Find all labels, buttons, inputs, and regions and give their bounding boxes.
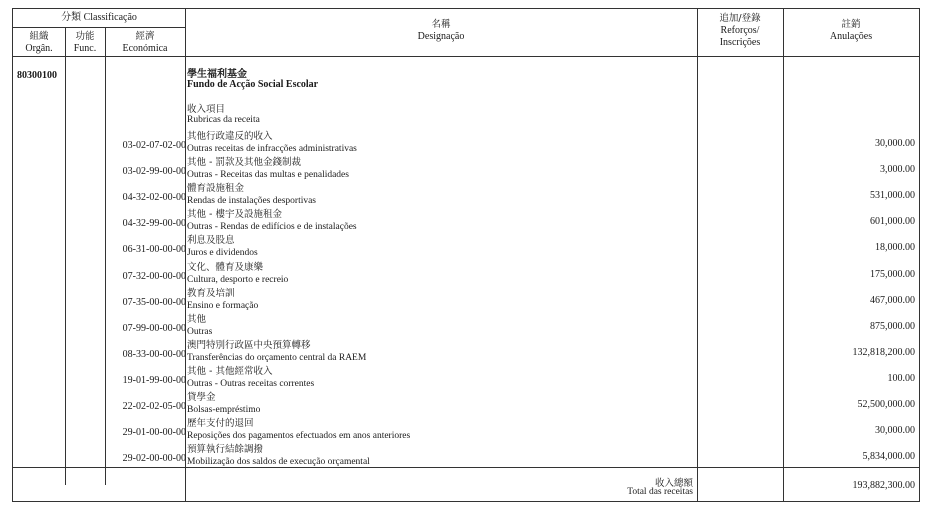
- annulment-amount: 52,500,000.00: [857, 399, 915, 410]
- total-label-pt: Total das receitas: [627, 487, 693, 497]
- section-title-zh: 收入項目: [187, 104, 226, 115]
- table-row: [13, 313, 919, 339]
- economic-code: 19-01-99-00-00: [122, 374, 186, 386]
- reinforcements-header-zh: 追加/登錄: [719, 13, 761, 24]
- functional-header-pt: Func.: [73, 43, 97, 54]
- annulment-amount: 30,000.00: [875, 425, 915, 437]
- table-row: [13, 261, 919, 287]
- item-name-zh: 其他: [187, 313, 207, 325]
- table-row: [13, 130, 919, 156]
- item-name-zh: 其他行政違反的收入: [187, 131, 273, 142]
- item-name-pt: Ensino e formação: [187, 300, 259, 311]
- table-row: [13, 443, 919, 469]
- item-name-zh: 歷年支付的退回: [187, 418, 254, 430]
- item-name-zh: 預算執行結餘調撥: [187, 444, 264, 456]
- table-row: [13, 208, 919, 234]
- annulment-amount: 5,834,000.00: [862, 451, 915, 463]
- organic-header-pt: Orgân.: [25, 43, 53, 54]
- item-name-zh: 其他 - 其他經常收入: [187, 365, 273, 377]
- annulment-amount: 531,000.00: [870, 190, 915, 202]
- item-name-pt: Cultura, desporto e recreio: [187, 274, 289, 285]
- header-divider: [13, 56, 919, 57]
- item-name-pt: Outras - Receitas das multas e penalidades: [187, 170, 349, 181]
- annulment-amount: 175,000.00: [870, 268, 915, 280]
- table-row: [13, 417, 919, 443]
- item-name-pt: Mobilização dos saldos de execução orçamental: [187, 457, 370, 468]
- economic-code: 29-01-00-00-00: [122, 427, 186, 439]
- annulments-header-pt: Anulações: [829, 31, 873, 42]
- functional-header: [65, 31, 105, 55]
- economic-header-zh: 經濟: [135, 31, 155, 42]
- economic-code: 03-02-07-02-00: [122, 140, 186, 151]
- item-name-zh: 教育及培訓: [187, 287, 235, 299]
- economic-code: 04-32-02-00-00: [122, 192, 186, 204]
- item-name-zh: 利息及股息: [187, 235, 235, 247]
- fund-name-zh: 學生福利基金: [187, 69, 247, 80]
- table-row: [13, 156, 919, 182]
- item-name-pt: Rendas de instalações desportivas: [187, 196, 317, 207]
- economic-code: 03-02-99-00-00: [122, 166, 186, 178]
- table-row: [13, 339, 919, 365]
- table-row: [13, 287, 919, 313]
- annulment-amount: 100.00: [887, 372, 915, 384]
- organic-header: [13, 31, 65, 55]
- item-name-zh: 文化、體育及康樂: [187, 261, 264, 273]
- designation-header-pt: Designação: [417, 31, 465, 42]
- table-row: [13, 182, 919, 208]
- reinforcements-header-pt-2: Inscrições: [719, 37, 761, 48]
- organic-header-zh: 組織: [29, 31, 49, 42]
- annulments-header: [783, 19, 919, 43]
- designation-header: [185, 19, 697, 43]
- annulment-amount: 3,000.00: [880, 164, 915, 176]
- economic-code: 07-32-00-00-00: [122, 270, 186, 282]
- item-name-pt: Outras - Outras receitas correntes: [187, 378, 315, 389]
- functional-header-zh: 功能: [75, 31, 95, 42]
- annulment-amount: 601,000.00: [870, 216, 915, 228]
- table-row: [13, 234, 919, 260]
- designation-header-zh: 名稱: [431, 19, 451, 30]
- reinforcements-header: [697, 13, 783, 49]
- item-name-pt: Juros e dividendos: [187, 248, 258, 259]
- item-name-zh: 澳門特別行政區中央預算轉移: [187, 339, 311, 351]
- item-name-zh: 其他 - 樓宇及設施租金: [187, 209, 282, 221]
- item-name-zh: 體育設施租金: [187, 183, 245, 195]
- table-row: [13, 365, 919, 391]
- economic-header: [105, 31, 185, 55]
- item-name-pt: Outras - Rendas de edifícios e de instalações: [187, 222, 357, 233]
- economic-code: 22-02-02-05-00: [122, 401, 186, 412]
- economic-code: 04-32-99-00-00: [122, 218, 186, 230]
- annulment-amount: 18,000.00: [875, 242, 915, 254]
- economic-code: 29-02-00-00-00: [122, 453, 186, 465]
- economic-code: 07-35-00-00-00: [122, 296, 186, 308]
- economic-header-pt: Económica: [122, 43, 168, 54]
- item-name-pt: Bolsas-empréstimo: [187, 405, 261, 415]
- item-name-pt: Outras: [187, 326, 213, 337]
- economic-code: 08-33-00-00-00: [122, 348, 186, 360]
- total-label-zh: 收入總額: [654, 478, 693, 489]
- fund-name-pt: Fundo de Acção Social Escolar: [187, 79, 319, 90]
- section-title-pt: Rubricas da receita: [187, 115, 260, 125]
- item-name-pt: Transferências do orçamento central da RAEM: [187, 352, 367, 363]
- organ-code: 80300100: [17, 70, 57, 81]
- annulment-amount: 132,818,200.00: [852, 346, 915, 358]
- classification-header: 分類 Classificação: [61, 12, 137, 23]
- annulment-amount: 30,000.00: [875, 138, 915, 149]
- economic-code: 06-31-00-00-00: [122, 244, 186, 256]
- reinforcements-header-pt: Reforços/: [720, 25, 760, 36]
- table-row: [13, 391, 919, 417]
- item-name-pt: Outras receitas de infracções administrativas: [187, 144, 357, 154]
- annulment-amount: 875,000.00: [870, 320, 915, 332]
- row-divider: [13, 27, 185, 28]
- item-name-pt: Reposições dos pagamentos efectuados em anos anteriores: [187, 431, 411, 442]
- economic-code: 07-99-00-00-00: [122, 322, 186, 334]
- budget-table: [12, 8, 920, 502]
- total-amount: 193,882,300.00: [852, 480, 915, 491]
- item-name-zh: 其他 - 罰款及其他金錢制裁: [187, 157, 301, 169]
- annulments-header-zh: 註銷: [841, 19, 861, 30]
- annulment-amount: 467,000.00: [870, 294, 915, 306]
- item-name-zh: 貸學金: [187, 392, 216, 403]
